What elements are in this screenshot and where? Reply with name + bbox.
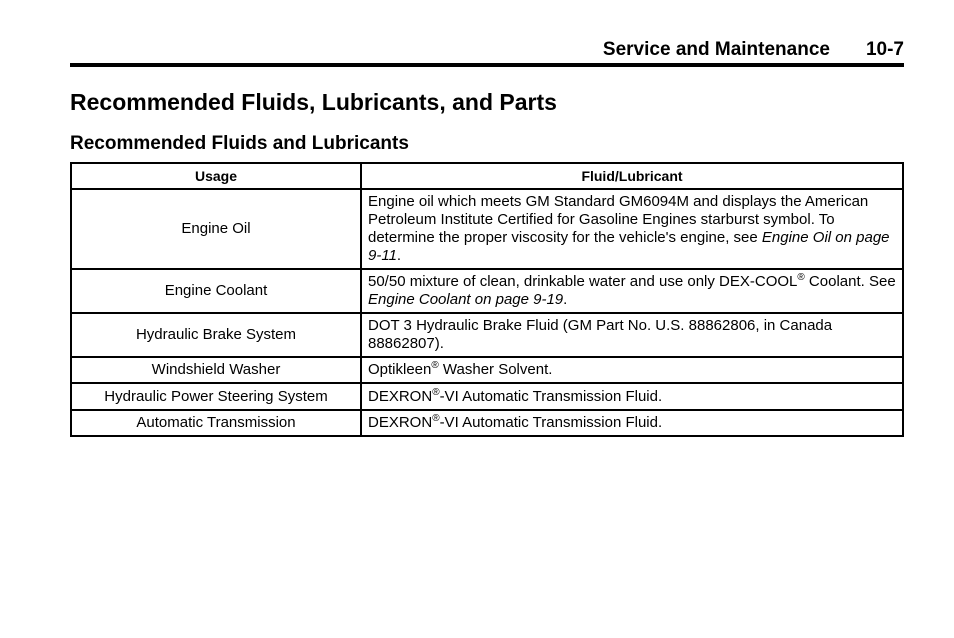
registered-mark: ®: [432, 413, 440, 424]
fluid-cell: [361, 189, 903, 269]
registered-mark: ®: [432, 386, 440, 398]
usage-cell: Automatic Transmission: [71, 410, 361, 436]
page-number: 10-7: [865, 39, 904, 60]
fluids-table: [70, 162, 904, 437]
fluid-text: DEXRON: [368, 387, 433, 405]
fluid-text: 50/50 mixture of clean, drinkable water and use only DEX-COOL: [368, 273, 798, 290]
table-row: [71, 383, 903, 410]
registered-mark: ®: [797, 272, 805, 283]
column-header-fluid: Fluid/Lubricant: [361, 163, 903, 189]
fluid-text: Optikleen: [368, 361, 432, 378]
cross-reference-link[interactable]: Engine Oil on page 9-11: [368, 229, 890, 264]
fluid-text: DEXRON: [368, 414, 433, 431]
table-row: [71, 410, 903, 436]
page-header: [70, 38, 904, 62]
fluid-cell: [361, 269, 903, 313]
fluid-text: Engine oil which meets GM Standard GM6094M and displays the American Petroleum Institute Certified for Gasoline Engines starburst symbol. To determine the proper viscosity for the vehicle's engine, see: [368, 193, 869, 246]
fluid-cell: [361, 410, 903, 436]
cross-reference-link[interactable]: Engine Coolant on page 9-19: [368, 291, 564, 308]
fluid-cell: [361, 313, 903, 357]
fluid-text-cont: Coolant. See: [804, 273, 896, 290]
table-row: [71, 313, 903, 357]
fluid-text: DOT 3 Hydraulic Brake Fluid (GM Part No. U.S. 88862806, in Canada 88862807).: [368, 317, 833, 352]
usage-cell: Engine Coolant: [71, 269, 361, 313]
usage-cell: Hydraulic Power Steering System: [71, 383, 361, 410]
section-title: Service and Maintenance: [602, 39, 830, 60]
fluid-text-end: .: [563, 291, 568, 308]
fluid-cell: [361, 383, 903, 410]
table-row: [71, 357, 903, 383]
page-title: Recommended Fluids, Lubricants, and Parts: [70, 89, 557, 115]
header-rule: [70, 63, 904, 67]
fluid-text-cont: Washer Solvent.: [438, 361, 553, 378]
fluid-text-cont: -VI Automatic Transmission Fluid.: [439, 414, 663, 431]
table-header-row: [71, 163, 903, 189]
usage-cell: Windshield Washer: [71, 357, 361, 383]
fluid-text-end: .: [396, 247, 402, 264]
table-row: [71, 189, 903, 269]
column-header-usage: Usage: [71, 163, 361, 189]
fluid-cell: [361, 357, 903, 383]
registered-mark: ®: [431, 360, 439, 371]
usage-cell: Hydraulic Brake System: [71, 313, 361, 357]
fluid-text-cont: -VI Automatic Transmission Fluid.: [439, 387, 663, 405]
usage-cell: Engine Oil: [71, 189, 361, 269]
section-heading: Recommended Fluids and Lubricants: [70, 133, 409, 154]
table-row: [71, 269, 903, 313]
